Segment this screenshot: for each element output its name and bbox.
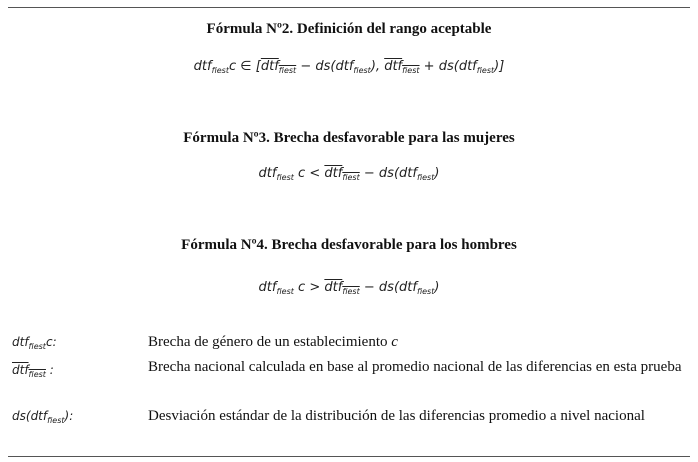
definition-std-dev: Desviación estándar de la distribución de las diferencias promedio a nivel nacional: [148, 408, 645, 424]
formula-3-expression: dtf$_{fiest}$ c < dtf$_{fiest}$ − ds(dtf$_{fiest}$): [258, 166, 440, 182]
formula-4-expression: dtf$_{fiest}$ c > dtf$_{fiest}$ − ds(dtf$_{fiest}$): [258, 280, 440, 296]
formula-4-heading: Fórmula Nº4. Brecha desfavorable para los hombres: [181, 237, 517, 253]
definition-gap-school: Brecha de género de un establecimiento c: [148, 334, 398, 350]
bottom-rule: [8, 456, 690, 457]
definition-term-gap-school: dtf$_{fiest}$c:: [12, 335, 57, 351]
top-rule: [8, 7, 690, 8]
formula-2-heading: Fórmula Nº2. Definición del rango aceptable: [206, 21, 492, 37]
definition-gap-national: Brecha nacional calculada en base al promedio nacional de las diferencias en esta prueba: [148, 359, 682, 375]
definition-term-gap-national: dtf$_{fiest}$ :: [12, 363, 54, 379]
formula-2-expression: dtf$_{fiest}$c ∈ [dtf$_{fiest}$ − ds(dtf$_{fiest}$), dtf$_{fiest}$ + ds(dtf$_{fiest}$)]: [193, 59, 505, 75]
definition-term-std-dev: ds(dtf$_{fiest}$):: [12, 409, 74, 425]
formula-3-heading: Fórmula Nº3. Brecha desfavorable para las mujeres: [183, 130, 515, 146]
